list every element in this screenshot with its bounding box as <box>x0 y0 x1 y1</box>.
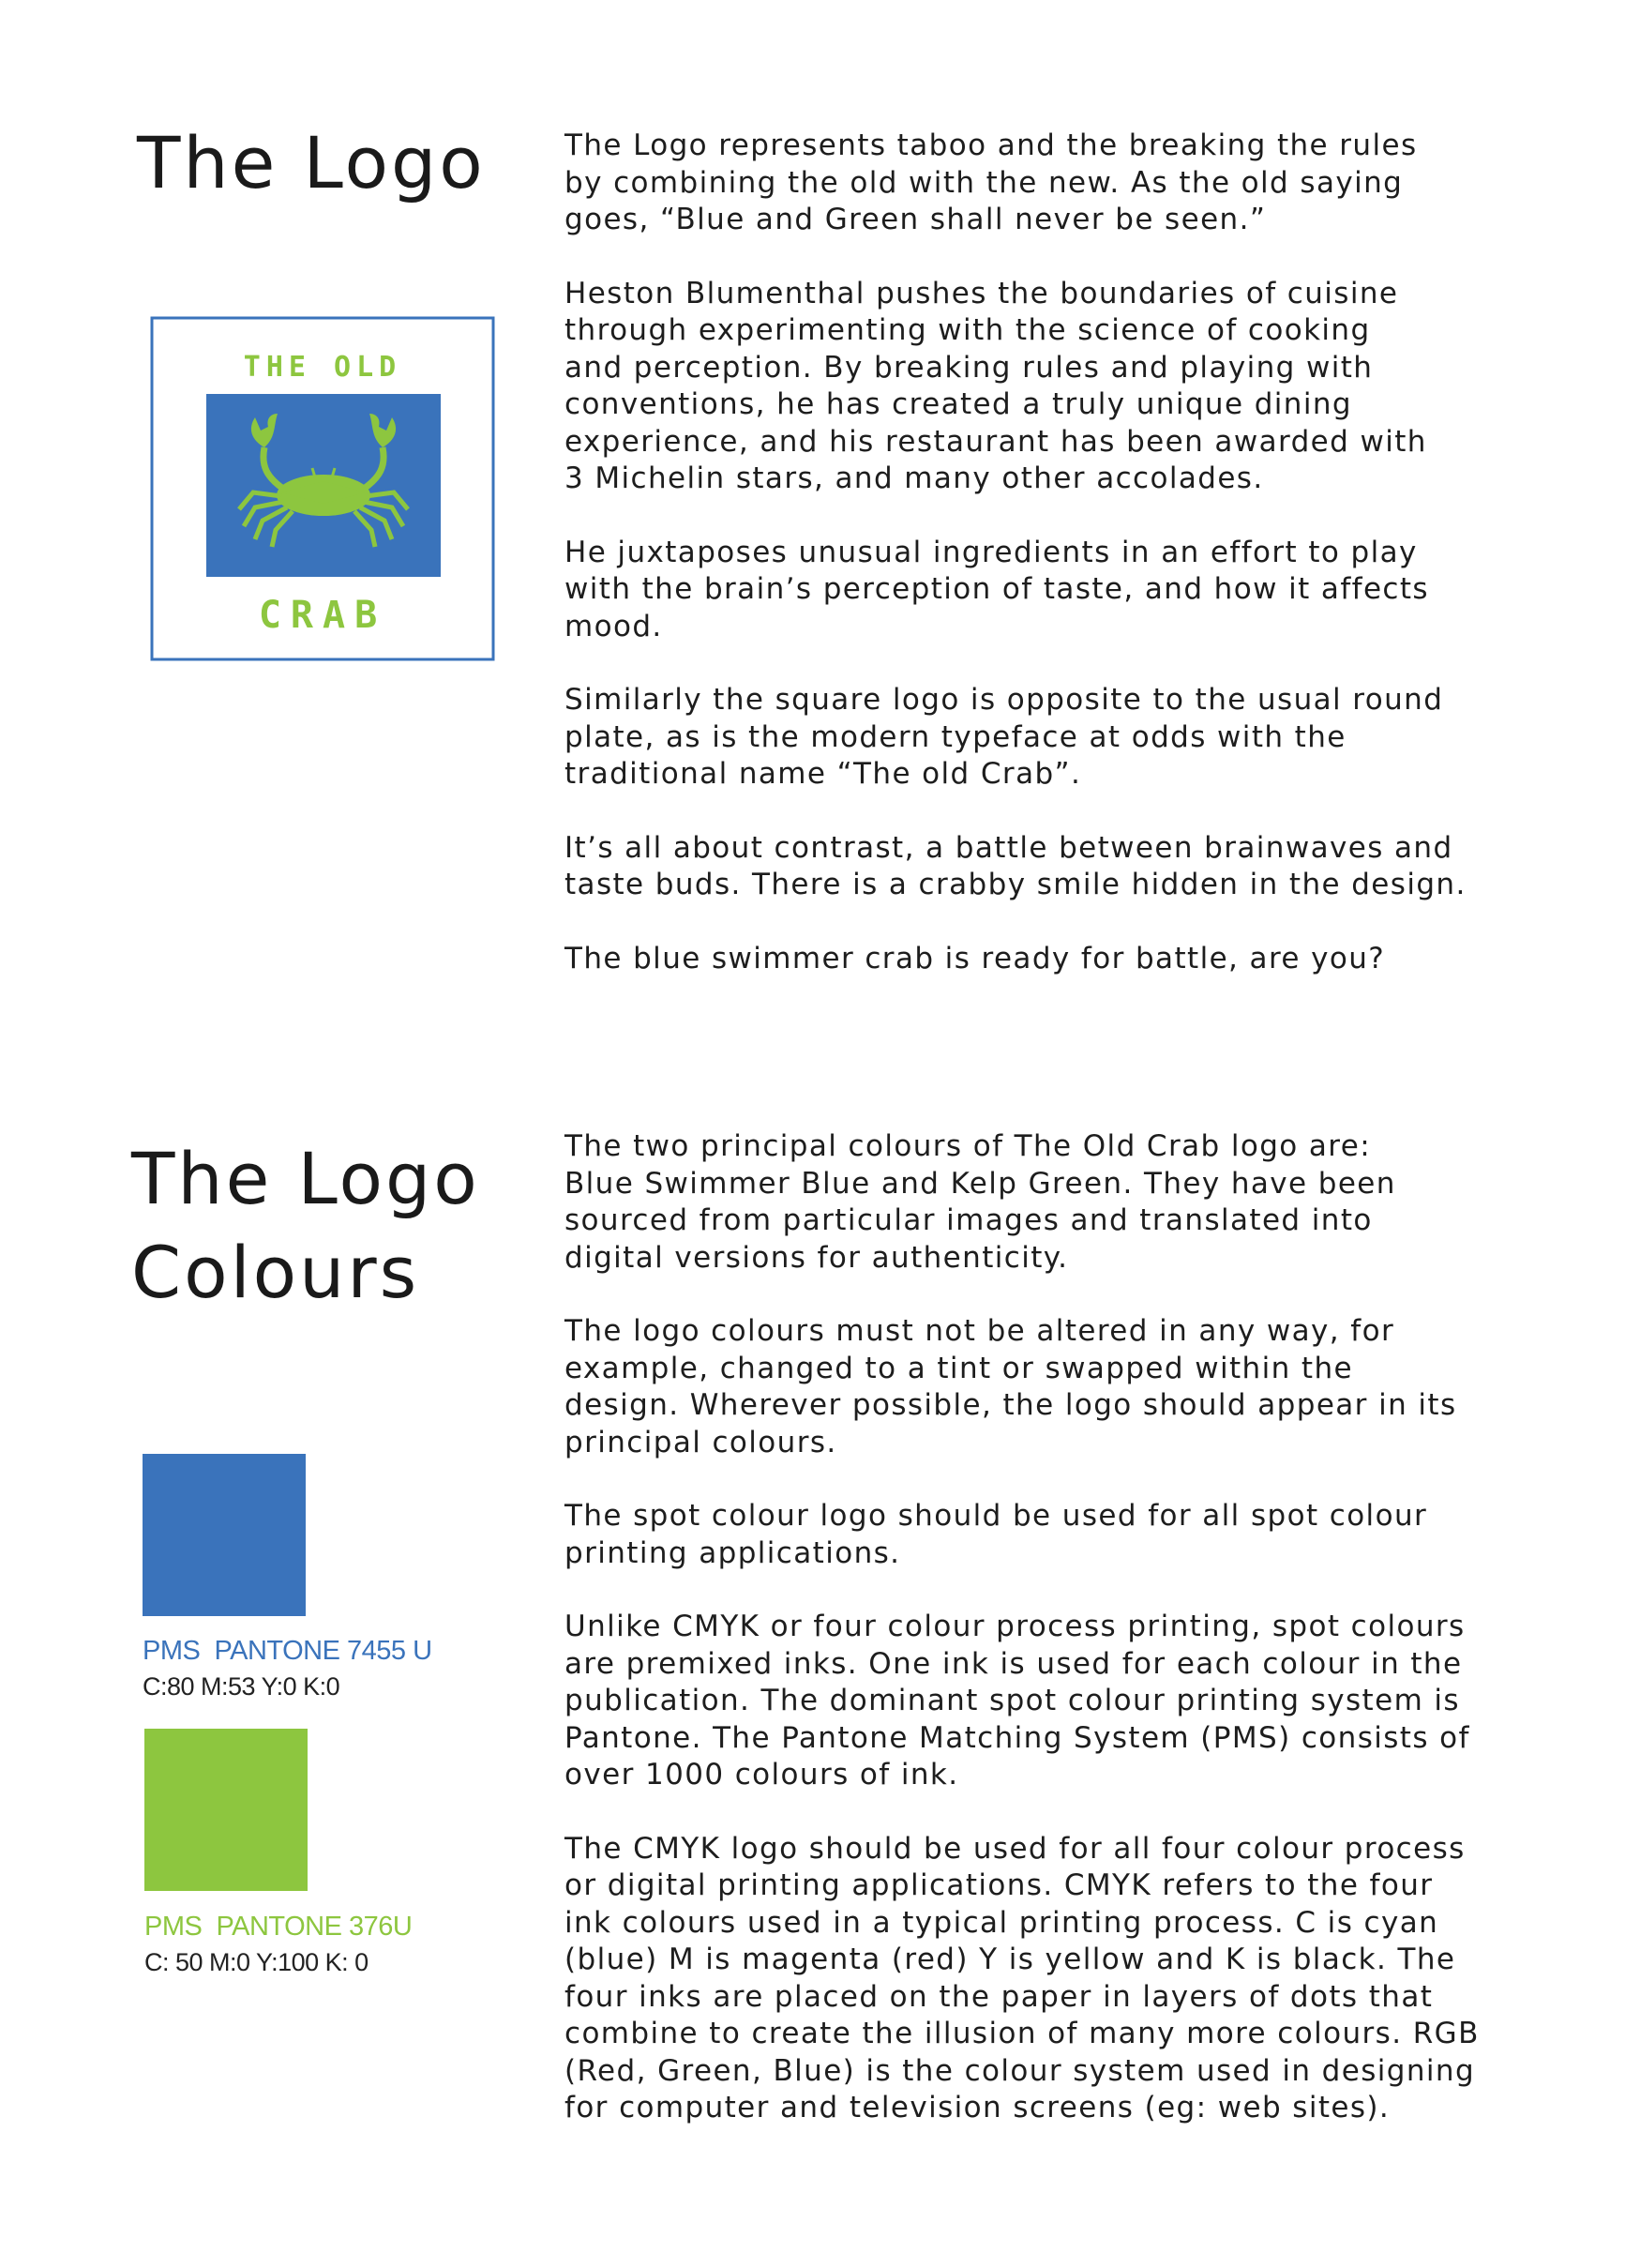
text-line: Heston Blumenthal pushes the boundaries of cuisine <box>564 276 1399 310</box>
text-line: traditional name “The old Crab”. <box>564 757 1082 791</box>
body-paragraph <box>564 1313 1577 1461</box>
heading-line-2: Colours <box>131 1231 420 1314</box>
text-line: example, changed to a tint or swapped within the <box>564 1351 1353 1385</box>
body-paragraph <box>564 276 1577 498</box>
body-paragraph <box>564 830 1577 904</box>
pms-label-blue: PMS PANTONE 7455 U <box>143 1636 432 1666</box>
section1-body <box>564 128 1577 1014</box>
cmyk-label-blue: C:80 M:53 Y:0 K:0 <box>143 1672 340 1701</box>
text-line: The blue swimmer crab is ready for battle, are you? <box>564 941 1386 975</box>
body-paragraph <box>564 1609 1577 1794</box>
body-paragraph <box>564 682 1577 794</box>
section-heading-the-logo: The Logo <box>137 121 486 204</box>
text-line: four inks are placed on the paper in layers of dots that <box>564 1979 1434 2014</box>
text-line: (Red, Green, Blue) is the colour system used in designing <box>564 2053 1476 2088</box>
text-line: publication. The dominant spot colour printing system is <box>564 1684 1460 1717</box>
section2-body <box>564 1128 1577 2164</box>
old-crab-logo <box>150 316 495 661</box>
text-line: combine to create the illusion of many more colours. RGB <box>564 2017 1480 2050</box>
text-line: The two principal colours of The Old Crab logo are: <box>564 1129 1372 1163</box>
text-line: through experimenting with the science of cooking <box>564 313 1371 347</box>
text-line: Unlike CMYK or four colour process printing, spot colours <box>564 1610 1466 1643</box>
text-line: goes, “Blue and Green shall never be seen.” <box>564 203 1267 236</box>
body-paragraph <box>564 941 1577 978</box>
text-line: taste buds. There is a crabby smile hidden in the design. <box>564 868 1467 901</box>
text-line: are premixed inks. One ink is used for each colour in the <box>564 1646 1463 1681</box>
text-line: Pantone. The Pantone Matching System (PMS) consists of <box>564 1720 1470 1755</box>
text-line: Blue Swimmer Blue and Kelp Green. They have been <box>564 1166 1396 1201</box>
text-line: experience, and his restaurant has been awarded with <box>564 424 1427 459</box>
body-paragraph <box>564 535 1577 646</box>
text-line: ink colours used in a typical printing process. C is cyan <box>564 1905 1439 1940</box>
text-line: Similarly the square logo is opposite to the usual round <box>564 683 1444 717</box>
text-line: principal colours. <box>564 1425 837 1459</box>
text-line: printing applications. <box>564 1535 901 1570</box>
text-line: mood. <box>564 609 663 643</box>
body-paragraph <box>564 1128 1577 1277</box>
text-line: The Logo represents taboo and the breaking the rules <box>564 129 1418 162</box>
cmyk-label-green: C: 50 M:0 Y:100 K: 0 <box>144 1948 369 1976</box>
text-line: and perception. By breaking rules and playing with <box>564 350 1374 385</box>
text-line: He juxtaposes unusual ingredients in an effort to play <box>564 535 1418 569</box>
text-line: with the brain’s perception of taste, and how it affects <box>564 572 1429 606</box>
text-line: over 1000 colours of ink. <box>564 1758 959 1792</box>
body-paragraph <box>564 1498 1577 1572</box>
text-line: for computer and television screens (eg: web sites). <box>564 2091 1391 2124</box>
text-line: by combining the old with the new. As the old saying <box>564 165 1404 200</box>
text-line: conventions, he has created a truly unique dining <box>564 387 1352 421</box>
body-paragraph <box>564 128 1577 239</box>
text-line: The CMYK logo should be used for all four colour process <box>564 1831 1466 1866</box>
text-line: The logo colours must not be altered in any way, for <box>564 1314 1395 1348</box>
text-line: (blue) M is magenta (red) Y is yellow and K is black. The <box>564 1943 1456 1976</box>
text-line: or digital printing applications. CMYK refers to the four <box>564 1868 1434 1902</box>
text-line: The spot colour logo should be used for all spot colour <box>564 1499 1428 1533</box>
text-line: plate, as is the modern typeface at odds with the <box>564 719 1347 754</box>
text-line: 3 Michelin stars, and many other accolades. <box>564 461 1264 495</box>
logo-bottom-text: CRAB <box>258 594 387 637</box>
color-swatch-blue <box>143 1454 306 1616</box>
section-heading-logo-colours <box>131 1132 480 1320</box>
text-line: digital versions for authenticity. <box>564 1240 1069 1275</box>
logo-top-text: THE OLD <box>243 351 402 384</box>
color-swatch-green <box>144 1729 308 1891</box>
body-paragraph <box>564 1831 1577 2127</box>
pms-label-green: PMS PANTONE 376U <box>144 1912 413 1942</box>
text-line: sourced from particular images and translated into <box>564 1203 1373 1237</box>
crab-logo-graphic <box>150 316 495 661</box>
text-line: design. Wherever possible, the logo should appear in its <box>564 1388 1457 1422</box>
text-line: It’s all about contrast, a battle between brainwaves and <box>564 830 1453 865</box>
heading-line-1: The Logo <box>131 1137 480 1220</box>
